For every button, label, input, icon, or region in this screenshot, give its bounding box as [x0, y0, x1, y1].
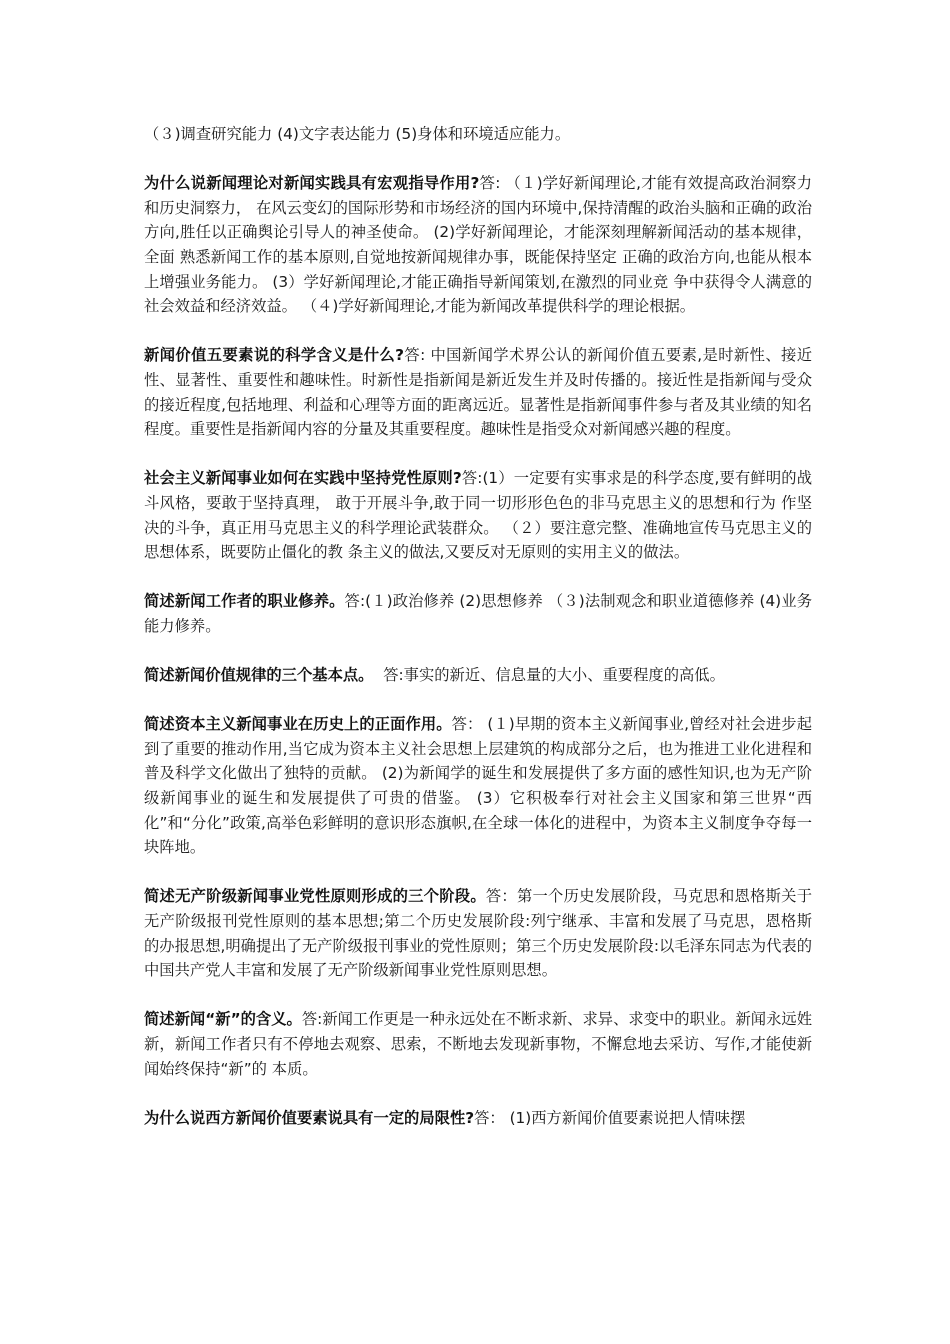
answer-text: 答: 中国新闻学术界公认的新闻价值五要素,是时新性、接近性、显著性、重要性和趣味性。时新性是指新闻是新近发生并及时传播的。接近性是指新闻与受众的接近程度,包括地理、利益和心理等方面的距离远近。显著性是指新闻事件参与者及其业绩的知名程度。重要性是指新闻内容的分量及其重要程度。趣味性是指受众对新闻感兴趣的程度。 [144, 346, 813, 439]
paragraph-news-value-five-elements [144, 343, 812, 441]
answer-text: 答： (１)早期的资本主义新闻事业,曾经对社会进步起到了重要的推动作用,当它成为资本主义社会思想上层建筑的构成部分之后，也为推进工业化进程和普及科学文化做出了独特的贡献。 (2)为新闻学的诞生和发展提供了多方面的感性知识,也为无产阶级新闻事业的诞生和发展提供了可贵的借鉴。 (3）它积极奉行对社会主义国家和第三世界“西化”和“分化”政策,高举色彩鲜明的意识形态旗帜,在全球一体化的进程中，为资本主义制度争夺每一块阵地。 [144, 715, 812, 857]
question-heading: 简述无产阶级新闻事业党性原则形成的三个阶段。 [144, 887, 486, 906]
paragraph-three-stages [144, 884, 812, 982]
paragraph-abilities-continued [144, 122, 812, 147]
answer-text: 答： (1)西方新闻价值要素说把人情味摆 [474, 1108, 746, 1127]
paragraph-western-limitations [144, 1106, 812, 1131]
paragraph-professional-cultivation [144, 589, 812, 638]
question-heading: 为什么说西方新闻价值要素说具有一定的局限性? [144, 1108, 475, 1127]
answer-text: （３)调查研究能力 (4)文字表达能力 (5)身体和环境适应能力。 [144, 125, 571, 143]
paragraph-party-principle-practice [144, 466, 812, 564]
answer-text: 答:(1）一定要有实事求是的科学态度,要有鲜明的战斗风格，要敢于坚持真理， 敢于开展斗争,敢于同一切形形色色的非马克思主义的思想和行为 作坚决的斗争，真正用马克思主义的科学理论武装群众。 （２）要注意完整、准确地宣传马克思主义的思想体系，既要防止僵化的教 条主义的做法,又要反对无原则的实用主义的做法。 [144, 469, 813, 562]
question-heading: 为什么说新闻理论对新闻实践具有宏观指导作用? [144, 174, 480, 193]
question-heading: 简述新闻价值规律的三个基本点。 [144, 666, 374, 685]
paragraph-capitalist-press-role [144, 712, 812, 860]
paragraph-meaning-of-new [144, 1007, 812, 1081]
question-heading: 简述资本主义新闻事业在历史上的正面作用。 [144, 715, 452, 734]
answer-text: 答:新闻工作更是一种永远处在不断求新、求异、求变中的职业。新闻永远姓新，新闻工作者只有不停地去观察、思索，不断地去发现新事物，不懈怠地去采访、写作,才能使新闻始终保持“新”的 本质。 [144, 1010, 813, 1078]
question-heading: 新闻价值五要素说的科学含义是什么? [144, 346, 404, 365]
document-page [144, 122, 812, 1155]
answer-text: 答:(１)政治修养 (2)思想修养 （３)法制观念和职业道德修养 (4)业务能力修养。 [144, 592, 812, 635]
paragraph-news-value-law [144, 663, 812, 688]
question-heading: 简述新闻工作者的职业修养。 [144, 592, 345, 611]
answer-text: 答:事实的新近、信息量的大小、重要程度的高低。 [373, 666, 725, 685]
question-heading: 简述新闻“新”的含义。 [144, 1010, 302, 1029]
answer-text: 答：第一个历史发展阶段，马克思和恩格斯关于无产阶级报刊党性原则的基本思想;第二个历史发展阶段:列宁继承、丰富和发展了马克思，恩格斯的办报思想,明确提出了无产阶级报刊事业的党性原则；第三个历史发展阶段:以毛泽东同志为代表的中国共产党人丰富和发展了无产阶级新闻事业党性原则思想。 [144, 887, 812, 980]
question-heading: 社会主义新闻事业如何在实践中坚持党性原则? [144, 469, 462, 488]
answer-text: 答: （１)学好新闻理论,才能有效提高政治洞察力和历史洞察力， 在风云变幻的国际形势和市场经济的国内环境中,保持清醒的政治头脑和正确的政治方向,胜任以正确舆论引导人的神圣使命。 (2)学好新闻理论，才能深刻理解新闻活动的基本规律，全面 熟悉新闻工作的基本原则,自觉地按新闻规律办事，既能保持坚定 正确的政治方向,也能从根本上增强业务能力。 (3）学好新闻理论,才能正确指导新闻策划,在激烈的同业竞 争中获得令人满意的社会效益和经济效益。 （４)学好新闻理论,才能为新闻改革提供科学的理论根据。 [144, 174, 812, 316]
paragraph-theory-guidance [144, 171, 812, 319]
